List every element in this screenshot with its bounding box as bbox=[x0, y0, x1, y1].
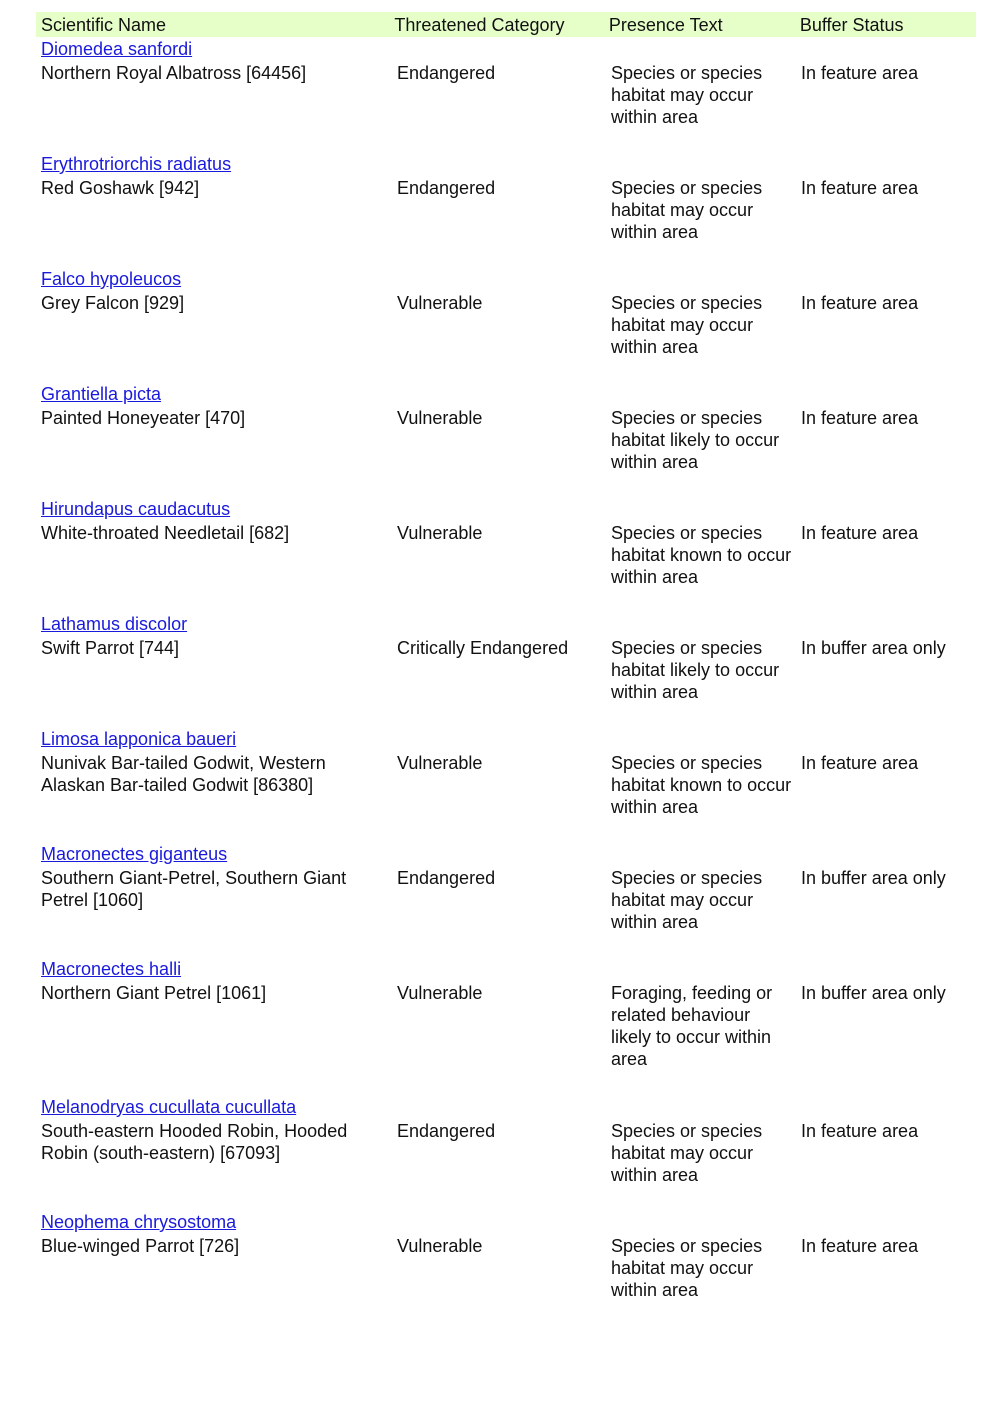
threatened-category: Vulnerable bbox=[397, 523, 483, 543]
threatened-category: Vulnerable bbox=[397, 293, 483, 313]
species-link[interactable]: Neophema chrysostoma bbox=[41, 1212, 237, 1232]
species-link[interactable]: Macronectes halli bbox=[41, 959, 182, 979]
species-link[interactable]: Limosa lapponica baueri bbox=[41, 729, 237, 749]
threatened-category: Vulnerable bbox=[397, 983, 483, 1003]
common-name: White-throated Needletail [682] bbox=[41, 523, 290, 543]
buffer-status: In feature area bbox=[801, 1236, 919, 1256]
species-link[interactable]: Grantiella picta bbox=[41, 384, 162, 404]
threatened-category: Critically Endangered bbox=[397, 638, 569, 658]
threatened-category: Endangered bbox=[397, 178, 496, 198]
header-threatened-category: Threatened Category bbox=[394, 14, 565, 35]
presence-text: Foraging, feeding or related behaviour likely to occur within area bbox=[611, 983, 773, 1069]
table-row bbox=[36, 37, 976, 152]
threatened-category: Vulnerable bbox=[397, 1236, 483, 1256]
common-name: Painted Honeyeater [470] bbox=[41, 408, 246, 428]
species-table bbox=[36, 12, 976, 1325]
table-row bbox=[36, 267, 976, 382]
threatened-category: Endangered bbox=[397, 1121, 496, 1141]
common-name: Blue-winged Parrot [726] bbox=[41, 1236, 240, 1256]
table-row bbox=[36, 842, 976, 957]
header-scientific-name: Scientific Name bbox=[41, 14, 167, 35]
presence-text: Species or species habitat likely to occur within area bbox=[611, 638, 780, 702]
presence-text: Species or species habitat may occur within area bbox=[611, 178, 763, 242]
common-name: South-eastern Hooded Robin, Hooded Robin (south-eastern) [67093] bbox=[41, 1121, 348, 1163]
table-row bbox=[36, 727, 976, 842]
header-buffer-status: Buffer Status bbox=[799, 14, 904, 35]
common-name: Swift Parrot [744] bbox=[41, 638, 180, 658]
common-name: Nunivak Bar-tailed Godwit, Western Alaskan Bar-tailed Godwit [86380] bbox=[41, 753, 326, 795]
presence-text: Species or species habitat may occur within area bbox=[611, 63, 763, 127]
presence-text: Species or species habitat known to occur within area bbox=[611, 753, 792, 817]
threatened-category: Vulnerable bbox=[397, 753, 483, 773]
table-row bbox=[36, 612, 976, 727]
table-header bbox=[36, 12, 976, 37]
presence-text: Species or species habitat may occur within area bbox=[611, 293, 763, 357]
buffer-status: In feature area bbox=[801, 523, 919, 543]
table-row bbox=[36, 957, 976, 1095]
presence-text: Species or species habitat may occur within area bbox=[611, 1236, 763, 1300]
species-link[interactable]: Falco hypoleucos bbox=[41, 269, 182, 289]
species-link[interactable]: Macronectes giganteus bbox=[41, 844, 228, 864]
buffer-status: In buffer area only bbox=[801, 983, 946, 1003]
species-link[interactable]: Lathamus discolor bbox=[41, 614, 188, 634]
buffer-status: In feature area bbox=[801, 408, 919, 428]
species-link[interactable]: Diomedea sanfordi bbox=[41, 39, 193, 59]
common-name: Northern Royal Albatross [64456] bbox=[41, 63, 307, 83]
table-row bbox=[36, 152, 976, 267]
threatened-category: Vulnerable bbox=[397, 408, 483, 428]
species-link[interactable]: Hirundapus caudacutus bbox=[41, 499, 231, 519]
table-row bbox=[36, 382, 976, 497]
buffer-status: In feature area bbox=[801, 293, 919, 313]
table-row bbox=[36, 497, 976, 612]
common-name: Grey Falcon [929] bbox=[41, 293, 185, 313]
table-row bbox=[36, 1095, 976, 1210]
common-name: Southern Giant-Petrel, Southern Giant Petrel [1060] bbox=[41, 868, 347, 910]
threatened-category: Endangered bbox=[397, 868, 496, 888]
presence-text: Species or species habitat known to occur within area bbox=[611, 523, 792, 587]
presence-text: Species or species habitat likely to occur within area bbox=[611, 408, 780, 472]
presence-text: Species or species habitat may occur within area bbox=[611, 1121, 763, 1185]
presence-text: Species or species habitat may occur within area bbox=[611, 868, 763, 932]
threatened-category: Endangered bbox=[397, 63, 496, 83]
buffer-status: In feature area bbox=[801, 1121, 919, 1141]
table-row bbox=[36, 1210, 976, 1325]
common-name: Northern Giant Petrel [1061] bbox=[41, 983, 267, 1003]
buffer-status: In buffer area only bbox=[801, 638, 946, 658]
header-presence-text: Presence Text bbox=[608, 14, 723, 35]
buffer-status: In feature area bbox=[801, 178, 919, 198]
buffer-status: In feature area bbox=[801, 753, 919, 773]
species-link[interactable]: Erythrotriorchis radiatus bbox=[41, 154, 232, 174]
buffer-status: In feature area bbox=[801, 63, 919, 83]
common-name: Red Goshawk [942] bbox=[41, 178, 200, 198]
buffer-status: In buffer area only bbox=[801, 868, 946, 888]
species-link[interactable]: Melanodryas cucullata cucullata bbox=[41, 1097, 297, 1117]
